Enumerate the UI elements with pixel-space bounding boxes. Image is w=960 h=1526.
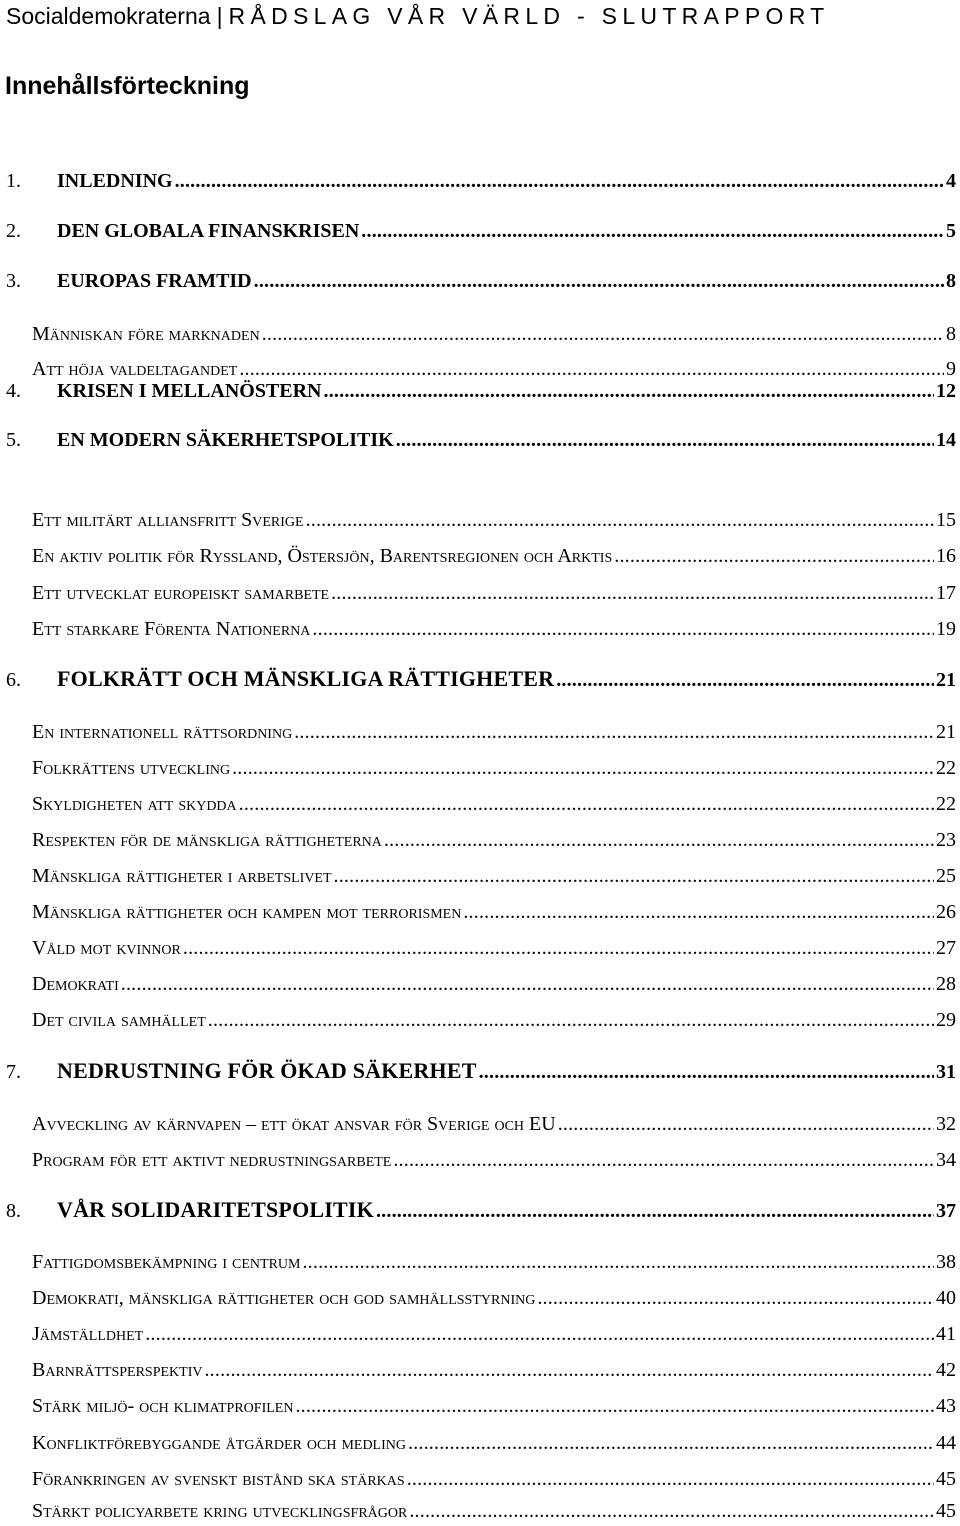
toc-entry-title: Konfliktförebyggande åtgärder och medling — [32, 1432, 406, 1454]
toc-entry-page: 29 — [936, 1009, 956, 1031]
toc-subentry[interactable] — [0, 865, 960, 891]
toc-entry-title: En internationell rättsordning — [32, 721, 293, 743]
dot-leader — [479, 1060, 934, 1084]
dot-leader — [407, 1467, 934, 1491]
dot-leader — [239, 357, 944, 381]
header-separator: | — [216, 3, 223, 29]
toc-entry-title: Ett utvecklat europeiskt samarbete — [32, 582, 330, 604]
toc-subentry[interactable] — [0, 973, 960, 999]
toc-subentry[interactable] — [0, 1323, 960, 1349]
toc-entry-title: KRISEN I MELLANÖSTERN — [57, 380, 322, 402]
dot-leader — [204, 1358, 934, 1382]
toc-entry-page: 4 — [946, 170, 956, 192]
toc-subentry[interactable] — [0, 721, 960, 747]
dot-leader — [361, 219, 944, 243]
toc-entry-page: 31 — [936, 1061, 956, 1083]
toc-entry-title: Våld mot kvinnor — [32, 937, 181, 959]
toc-entry-title: INLEDNING — [57, 170, 173, 192]
toc-entry-number: 3. — [6, 270, 21, 292]
toc-subentry[interactable] — [0, 829, 960, 855]
dot-leader — [306, 508, 934, 532]
toc-entry-title: NEDRUSTNING FÖR ÖKAD SÄKERHET — [57, 1058, 477, 1083]
toc-entry-page: 25 — [936, 865, 956, 887]
toc-entry-title: Fattigdomsbekämpning i centrum — [32, 1251, 301, 1273]
toc-entry-page: 45 — [936, 1500, 956, 1522]
toc-entry[interactable] — [0, 170, 960, 196]
toc-entry-title: Jämställdhet — [32, 1323, 144, 1345]
dot-leader — [262, 322, 944, 346]
dot-leader — [145, 1322, 934, 1346]
toc-entry-page: 15 — [936, 509, 956, 531]
toc-entry-title: Respekten för de mänskliga rättigheterna — [32, 829, 382, 851]
toc-entry-title: EUROPAS FRAMTID — [57, 270, 252, 292]
toc-entry-title: En aktiv politik för Ryssland, Östersjön, Barentsregionen och Arktis — [32, 545, 613, 567]
toc-entry-page: 9 — [946, 358, 956, 380]
toc-subentry[interactable] — [0, 1395, 960, 1421]
toc-entry-title: Mänskliga rättigheter och kampen mot terrorismen — [32, 901, 462, 923]
toc-entry-page: 28 — [936, 973, 956, 995]
toc-entry-title: Ett militärt alliansfritt Sverige — [32, 509, 304, 531]
toc-entry-page: 34 — [936, 1149, 956, 1171]
toc-entry-title: Demokrati — [32, 973, 119, 995]
toc-heading: Innehållsförteckning — [5, 72, 250, 100]
toc-entry[interactable] — [0, 220, 960, 246]
toc-entry-number: 6. — [6, 669, 21, 691]
toc-subentry[interactable] — [0, 901, 960, 927]
dot-leader — [254, 269, 944, 293]
toc-entry-page: 26 — [936, 901, 956, 923]
toc-entry-number: 2. — [6, 220, 21, 242]
toc-subentry[interactable] — [0, 582, 960, 608]
toc-entry-title: Stärkt policyarbete kring utvecklingsfrågor — [32, 1500, 408, 1522]
toc-entry-page: 14 — [936, 429, 956, 451]
toc-subentry[interactable] — [0, 1149, 960, 1175]
dot-leader — [183, 936, 934, 960]
dot-leader — [331, 581, 934, 605]
dot-leader — [294, 720, 934, 744]
toc-subentry[interactable] — [0, 1500, 960, 1526]
toc-subentry[interactable] — [0, 323, 960, 349]
toc-subentry[interactable] — [0, 1009, 960, 1035]
toc-entry-page: 32 — [936, 1113, 956, 1135]
toc-entry-title: Människan före marknaden — [32, 323, 260, 345]
dot-leader — [208, 1008, 934, 1032]
toc-entry-title: Ett starkare Förenta Nationerna — [32, 618, 311, 640]
toc-entry-title: Avveckling av kärnvapen – ett ökat ansvar för Sverige och EU — [32, 1113, 556, 1135]
toc-entry-page: 43 — [936, 1395, 956, 1417]
dot-leader — [463, 900, 934, 924]
toc-entry-number: 4. — [6, 380, 21, 402]
dot-leader — [312, 617, 934, 641]
toc-entry-title: Mänskliga rättigheter i arbetslivet — [32, 865, 332, 887]
toc-entry-number: 8. — [6, 1200, 21, 1222]
toc-entry-page: 44 — [936, 1432, 956, 1454]
toc-entry-title: Program för ett aktivt nedrustningsarbete — [32, 1149, 392, 1171]
dot-leader — [232, 756, 934, 780]
toc-entry[interactable] — [0, 1058, 960, 1087]
toc-entry-page: 40 — [936, 1287, 956, 1309]
dot-leader — [376, 1199, 934, 1223]
dot-leader — [393, 1148, 934, 1172]
toc-entry-page: 21 — [936, 669, 956, 691]
dot-leader — [334, 864, 934, 888]
toc-entry[interactable] — [0, 270, 960, 296]
toc-entry[interactable] — [0, 380, 960, 406]
toc-entry-title: DEN GLOBALA FINANSKRISEN — [57, 220, 360, 242]
toc-subentry[interactable] — [0, 1251, 960, 1277]
toc-entry-page: 22 — [936, 793, 956, 815]
toc-entry-title: Att höja valdeltagandet — [32, 358, 238, 380]
toc-entry-title: Demokrati, mänskliga rättigheter och god samhällsstyrning — [32, 1287, 536, 1309]
toc-entry-title: Folkrättens utveckling — [32, 757, 231, 779]
dot-leader — [614, 544, 934, 568]
toc-subentry[interactable] — [0, 509, 960, 535]
toc-subentry[interactable] — [0, 618, 960, 644]
toc-entry-page: 23 — [936, 829, 956, 851]
toc-entry-title: Förankringen av svenskt bistånd ska stärkas — [32, 1468, 405, 1490]
toc-entry-page: 8 — [946, 270, 956, 292]
toc-entry-title: Stärk miljö- och klimatprofilen — [32, 1395, 294, 1417]
toc-entry-page: 38 — [936, 1251, 956, 1273]
toc-subentry[interactable] — [0, 1432, 960, 1458]
org-name: Socialdemokraterna — [6, 3, 211, 29]
toc-entry-title: Det civila samhället — [32, 1009, 206, 1031]
dot-leader — [295, 1394, 934, 1418]
toc-entry-page: 21 — [936, 721, 956, 743]
toc-entry-page: 19 — [936, 618, 956, 640]
report-title: RÅDSLAG VÅR VÄRLD - SLUTRAPPORT — [228, 3, 830, 29]
dot-leader — [239, 792, 934, 816]
toc-entry-page: 16 — [936, 545, 956, 567]
toc-entry[interactable] — [0, 429, 960, 455]
toc-entry[interactable] — [0, 1197, 960, 1226]
toc-entry-page: 22 — [936, 757, 956, 779]
toc-entry-number: 7. — [6, 1061, 21, 1083]
toc-entry-page: 45 — [936, 1468, 956, 1490]
toc-entry-page: 37 — [936, 1200, 956, 1222]
toc-entry-number: 1. — [6, 170, 21, 192]
toc-entry-title: EN MODERN SÄKERHETSPOLITIK — [57, 429, 394, 451]
toc-entry-page: 5 — [946, 220, 956, 242]
toc-entry-title: VÅR SOLIDARITETSPOLITIK — [57, 1197, 374, 1222]
dot-leader — [324, 379, 934, 403]
toc-entry-title: Skyldigheten att skydda — [32, 793, 237, 815]
toc-subentry[interactable] — [0, 545, 960, 571]
toc-entry-page: 42 — [936, 1359, 956, 1381]
toc-entry[interactable] — [0, 666, 960, 695]
toc-entry-title: FOLKRÄTT OCH MÄNSKLIGA RÄTTIGHETER — [57, 666, 555, 691]
toc-entry-number: 5. — [6, 429, 21, 451]
toc-subentry[interactable] — [0, 793, 960, 819]
toc-subentry[interactable] — [0, 757, 960, 783]
toc-entry-page: 8 — [946, 323, 956, 345]
toc-entry-page: 41 — [936, 1323, 956, 1345]
dot-leader — [556, 668, 934, 692]
dot-leader — [175, 169, 944, 193]
dot-leader — [408, 1431, 934, 1455]
dot-leader — [384, 828, 934, 852]
dot-leader — [121, 972, 934, 996]
dot-leader — [558, 1112, 934, 1136]
toc-subentry[interactable] — [0, 1113, 960, 1139]
dot-leader — [409, 1499, 934, 1523]
toc-entry-page: 27 — [936, 937, 956, 959]
dot-leader — [302, 1250, 934, 1274]
toc-subentry[interactable] — [0, 1359, 960, 1385]
toc-subentry[interactable] — [0, 937, 960, 963]
toc-entry-page: 12 — [936, 380, 956, 402]
dot-leader — [396, 428, 934, 452]
toc-subentry[interactable] — [0, 1468, 960, 1494]
dot-leader — [537, 1286, 934, 1310]
toc-subentry[interactable] — [0, 1287, 960, 1313]
toc-entry-page: 17 — [936, 582, 956, 604]
toc-entry-title: Barnrättsperspektiv — [32, 1359, 203, 1381]
